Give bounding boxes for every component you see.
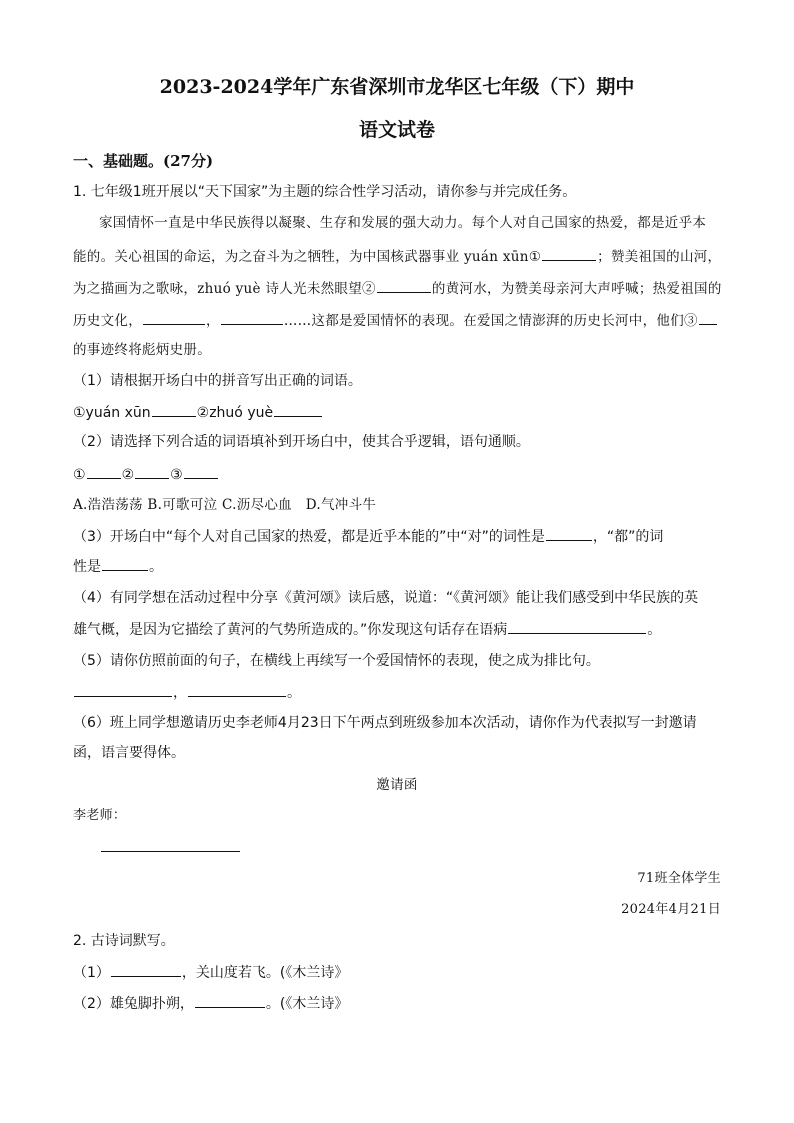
passage-text: ；赞美祖国的山河， [597, 249, 722, 265]
passage-text: 为之描画为之歌咏，zhuó yuè 诗人光未然眼望② [73, 281, 376, 297]
q2-text: 。(《木兰诗》 [265, 996, 349, 1012]
q2-text: ，关山度若飞。(《木兰诗》 [181, 965, 349, 981]
letter-signature: 71班全体学生 [637, 871, 721, 886]
answer-blank[interactable] [221, 310, 283, 325]
q2-intro: 2. 古诗词默写。 [73, 933, 175, 949]
sub4-line-2 [73, 619, 661, 640]
passage-text: ， [206, 313, 220, 329]
sub3-text: 。 [149, 559, 163, 575]
passage-line-1: 家国情怀一直是中华民族得以凝聚、生存和发展的强大动力。每个人对自己国家的热爱，都是近乎本 [99, 215, 707, 231]
sub6-line-2: 函，语言要得体。 [73, 745, 185, 761]
answer-blank[interactable] [87, 464, 121, 479]
q2-text: （2）雄兔脚扑朔， [73, 996, 194, 1012]
section-heading: 一、基础题。(27分) [73, 152, 214, 170]
passage-line-4 [73, 310, 718, 331]
letter-date: 2024年4月21日 [621, 902, 721, 917]
sub3-text: ，“都”的词 [592, 529, 664, 545]
answer-blank[interactable] [111, 962, 181, 977]
sub1-item1: ①yuán xūn [73, 405, 151, 421]
exam-subtitle: 语文试卷 [358, 119, 435, 141]
answer-blank[interactable] [195, 993, 265, 1008]
passage-text: 能的。关心祖国的命运，为之奋斗为之牺牲，为中国核武器事业 yuán xūn① [73, 249, 542, 265]
answer-blank[interactable] [274, 402, 322, 417]
sub1-item2: ②zhuó yuè [196, 405, 274, 421]
sub5-answers [73, 682, 301, 703]
passage-text: ……这都是爱国情怀的表现。在爱国之情澎湃的历史长河中，他们③ [283, 313, 698, 329]
answer-blank[interactable] [135, 464, 169, 479]
answer-blank[interactable] [188, 682, 286, 697]
sub5-sep: ， [173, 685, 187, 701]
q2-item-2 [73, 993, 348, 1014]
answer-blank[interactable] [508, 619, 646, 634]
passage-line-3 [73, 278, 722, 299]
sub6-line-1: （6）班上同学想邀请历史李老师4月23日下午两点到班级参加本次活动，请你作为代表拟写一封邀请 [73, 715, 697, 731]
sub2-prompt: （2）请选择下列合适的词语填补到开场白中，使其合乎逻辑，语句通顺。 [73, 434, 530, 450]
sub4-text: 雄气概，是因为它描绘了黄河的气势所造成的。”你发现这句话存在语病 [73, 622, 508, 638]
answer-blank[interactable] [377, 278, 431, 293]
answer-blank[interactable] [152, 402, 196, 417]
passage-line-5: 的事迹终将彪炳史册。 [73, 342, 211, 358]
sub3-line-1 [73, 526, 663, 547]
sub3-line-2 [73, 556, 163, 577]
sub2-label-2: ② [121, 467, 135, 483]
answer-blank[interactable] [699, 310, 717, 325]
sub1-prompt: （1）请根据开场白中的拼音写出正确的词语。 [73, 373, 362, 389]
sub3-text: （3）开场白中“每个人对自己国家的热爱，都是近乎本能的”中“对”的词性是 [73, 529, 545, 545]
answer-blank[interactable] [74, 682, 172, 697]
passage-text: 的黄河水，为赞美母亲河大声呼喊；热爱祖国的 [431, 281, 722, 297]
sub2-answers [73, 464, 219, 485]
answer-blank[interactable] [102, 556, 148, 571]
letter-salutation: 李老师： [73, 808, 127, 823]
sub4-line-1: （4）有同学想在活动过程中分享《黄河颂》读后感，说道：“《黄河颂》能让我们感受到中华民族的英 [73, 590, 699, 606]
answer-blank[interactable] [184, 464, 218, 479]
answer-blank[interactable] [546, 526, 592, 541]
sub2-label-3: ③ [170, 467, 183, 483]
letter-body-blank[interactable] [101, 851, 240, 852]
q2-text: （1） [73, 965, 110, 981]
sub2-options: A.浩浩荡荡 B.可歌可泣 C.沥尽心血 D.气冲斗牛 [73, 497, 377, 513]
sub2-label-1: ① [73, 467, 86, 483]
sub5-end: 。 [287, 685, 301, 701]
sub5-prompt: （5）请你仿照前面的句子，在横线上再续写一个爱国情怀的表现，使之成为排比句。 [73, 653, 600, 669]
sub4-text: 。 [647, 622, 662, 638]
passage-text: 历史文化， [73, 313, 142, 329]
q1-intro: 1. 七年级1班开展以“天下国家”为主题的综合性学习活动，请你参与并完成任务。 [73, 184, 577, 200]
q2-item-1 [73, 962, 348, 983]
exam-title: 2023-2024学年广东省深圳市龙华区七年级（下）期中 [159, 76, 635, 98]
sub1-answers [73, 402, 323, 423]
passage-line-2 [73, 246, 721, 267]
answer-blank[interactable] [143, 310, 205, 325]
answer-blank[interactable] [542, 246, 596, 261]
letter-title: 邀请函 [376, 777, 418, 793]
sub3-text: 性是 [73, 559, 101, 575]
